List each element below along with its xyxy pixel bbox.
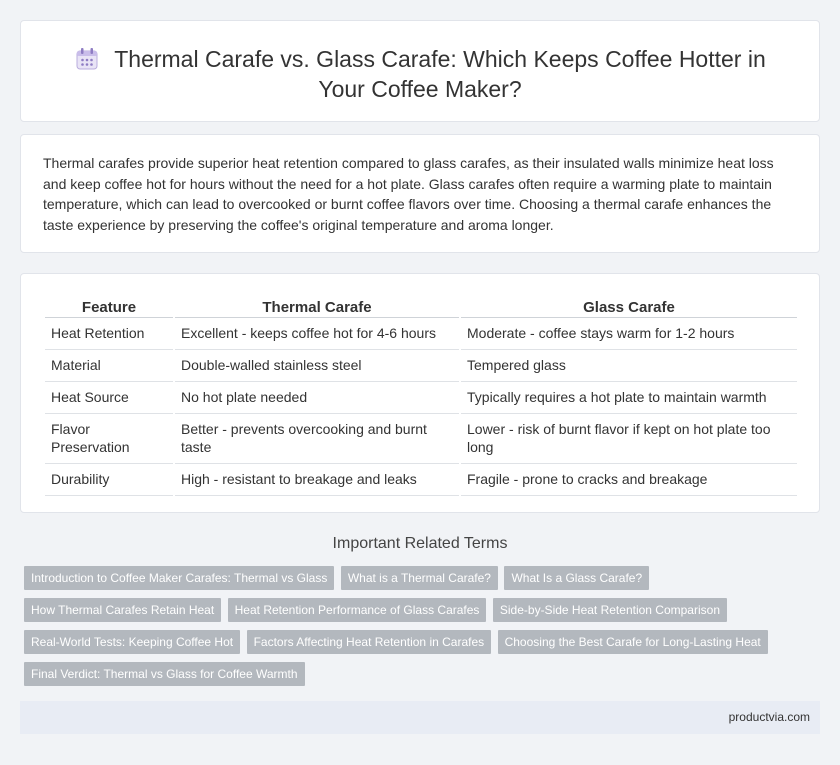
header-glass: Glass Carafe [461,296,797,318]
table-cell: No hot plate needed [175,382,459,414]
related-terms-heading: Important Related Terms [332,535,508,552]
table-row [45,350,797,382]
title-card [20,20,820,122]
footer [20,701,820,734]
related-term-tag[interactable]: Final Verdict: Thermal vs Glass for Coffee Warmth [24,662,305,686]
page-title [21,44,819,104]
header-thermal: Thermal Carafe [175,296,459,318]
related-term-tag[interactable]: What Is a Glass Carafe? [504,566,649,590]
table-cell: Heat Retention [45,318,173,350]
calendar-icon [74,46,100,72]
related-term-tag[interactable]: Real-World Tests: Keeping Coffee Hot [24,630,240,654]
intro-card [20,134,820,253]
comparison-table [43,296,799,496]
related-term-tag[interactable]: Choosing the Best Carafe for Long-Lasting Heat [498,630,768,654]
title-line-1: Thermal Carafe vs. Glass Carafe: Which Keeps Coffee Hotter in [114,46,766,72]
related-terms-list [24,566,814,694]
table-row [45,414,797,464]
header-feature: Feature [45,296,173,318]
table-cell: Lower - risk of burnt flavor if kept on hot plate too long [461,414,797,464]
related-term-tag[interactable]: Heat Retention Performance of Glass Carafes [228,598,487,622]
table-cell: Flavor Preservation [45,414,173,464]
related-term-tag[interactable]: What is a Thermal Carafe? [341,566,498,590]
related-term-tag[interactable]: Factors Affecting Heat Retention in Carafes [247,630,492,654]
table-cell: Fragile - prone to cracks and breakage [461,464,797,496]
table-cell: Heat Source [45,382,173,414]
footer-site-link[interactable]: productvia.com [728,710,810,724]
table-row [45,464,797,496]
intro-paragraph: Thermal carafes provide superior heat retention compared to glass carafes, as their insulated walls minimize heat loss and keep coffee hot for hours without the need for a hot plate. Glass carafes often require a warming plate to maintain temperature, which can lead to overcooked or burnt coffee flavors over time. Choosing a thermal carafe enhances the taste experience by preserving the coffee's original temperature and aroma longer. [43,155,774,233]
table-cell: Excellent - keeps coffee hot for 4-6 hours [175,318,459,350]
table-cell: Typically requires a hot plate to maintain warmth [461,382,797,414]
related-term-tag[interactable]: Introduction to Coffee Maker Carafes: Thermal vs Glass [24,566,334,590]
table-cell: Moderate - coffee stays warm for 1-2 hours [461,318,797,350]
table-cell: High - resistant to breakage and leaks [175,464,459,496]
related-term-tag[interactable]: How Thermal Carafes Retain Heat [24,598,221,622]
table-header-row [45,296,797,318]
table-cell: Material [45,350,173,382]
related-term-tag[interactable]: Side-by-Side Heat Retention Comparison [493,598,727,622]
table-row [45,382,797,414]
table-cell: Double-walled stainless steel [175,350,459,382]
table-cell: Better - prevents overcooking and burnt taste [175,414,459,464]
table-cell: Tempered glass [461,350,797,382]
table-row [45,318,797,350]
table-cell: Durability [45,464,173,496]
title-line-2: Your Coffee Maker? [318,76,522,102]
comparison-table-card [20,273,820,513]
